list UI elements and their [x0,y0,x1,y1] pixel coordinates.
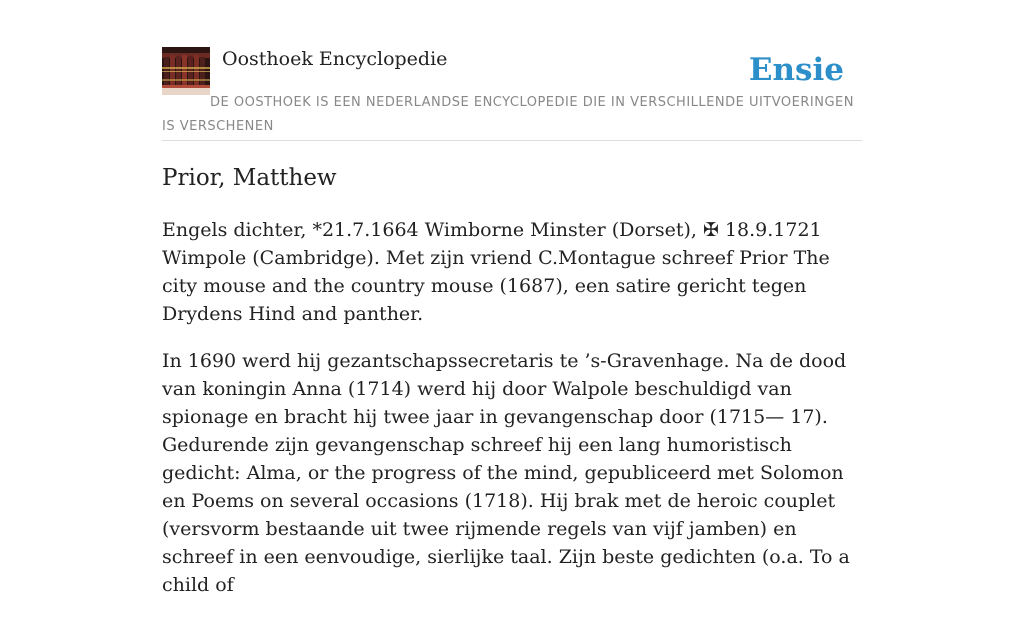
article-title: Prior, Matthew [162,165,337,191]
article-paragraph: Engels dichter, *21.7.1664 Wimborne Minster (Dorset), ✠ 18.9.1721 Wimpole (Cambridge). Met zijn vriend C.Montague schreef Prior The city mouse and the country mouse (1687), een satire gericht tegen Drydens Hind and panther. [162,219,830,325]
site-name-link[interactable]: Oosthoek Encyclopedie [222,48,448,70]
article-paragraph: In 1690 werd hij gezantschapssecretaris te ’s-Gravenhage. Na de dood van koningin Anna (1714) werd hij door Walpole beschuldigd van spionage en bracht hij twee jaar in gevangenschap door (1715— 17). Gedurende zijn gevangenschap schreef hij een lang humoristisch gedicht: Alma, or the progress of the mind, gepubliceerd met Solomon en Poems on several occasions (1718). Hij brak met de heroic couplet (versvorm bestaande uit twee rijmende regels van vijf jamben) en schreef in een eenvoudige, sierlijke taal. Zijn beste gedichten (o.a. To a child of [162,350,850,596]
ensie-logo[interactable]: Ensie [748,52,844,88]
site-tagline: DE OOSTHOEK IS EEN NEDERLANDSE ENCYCLOPEDIE DIE IN VERSCHILLENDE UITVOERINGEN IS VERSCHENEN [162,95,854,134]
article-body [162,216,862,618]
encyclopedia-books-avatar[interactable] [162,47,210,95]
site-header [162,47,862,141]
books-image [162,47,210,95]
